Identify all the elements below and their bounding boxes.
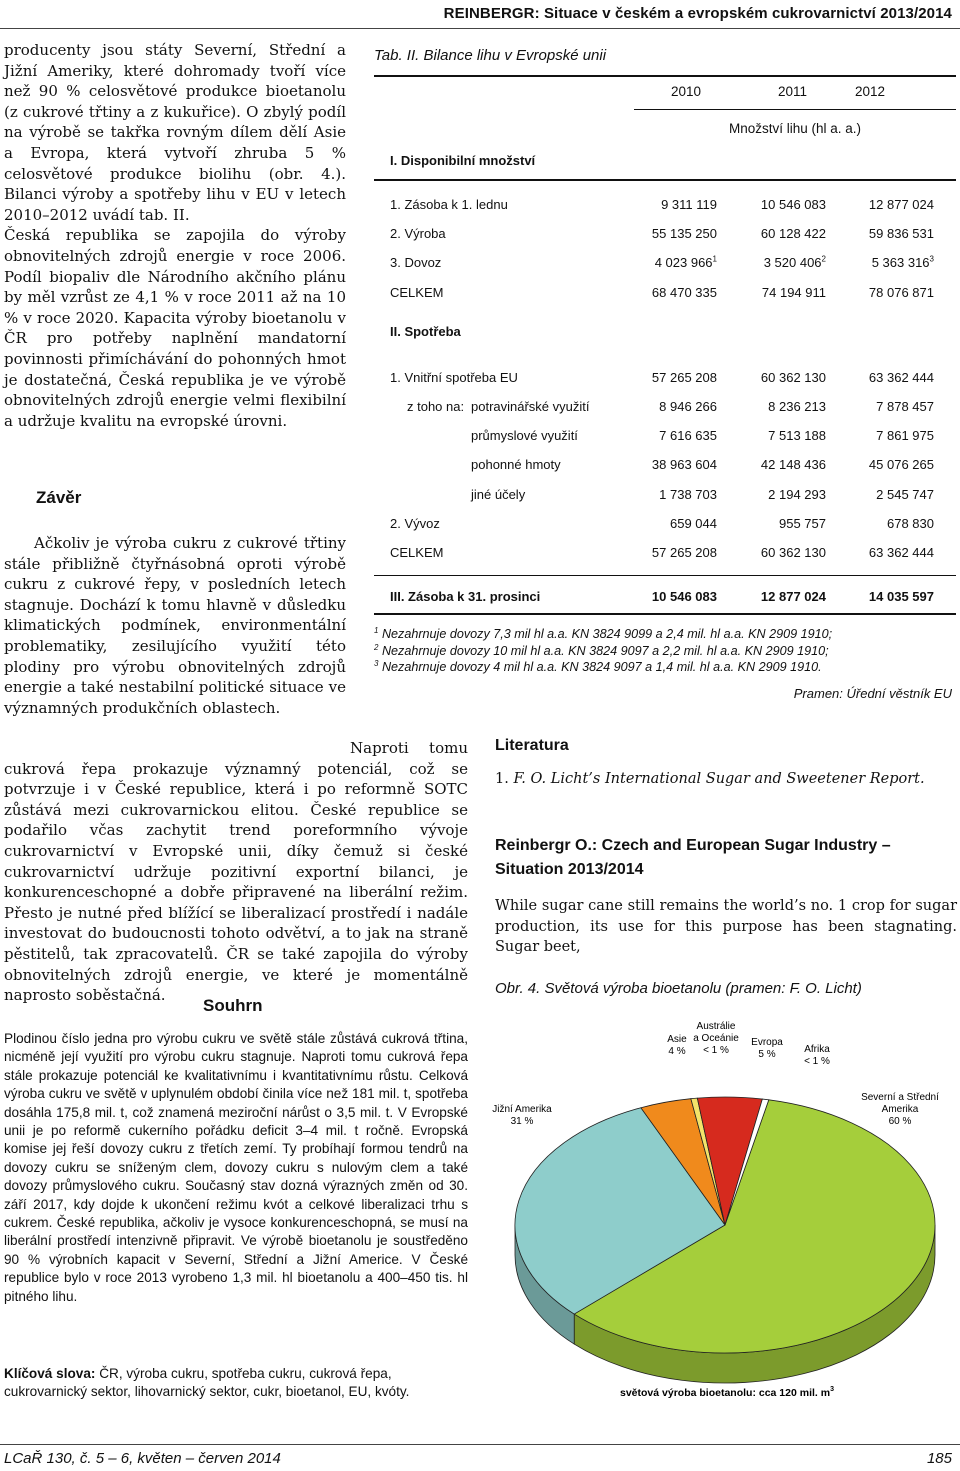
footnote-3-text: Nezahrnuje dovozy 4 mil hl a.a. KN 3824 9097 a 1,4 mil. hl a.a. KN 2909 1910. (381, 660, 822, 674)
intro-paragraph-2: Česká republika se zapojila do výroby obnovitelných zdrojů energie v roce 2006. Podíl biopaliv dle Národního akčního plánu by měl vzrůst ze 4,1 % v roce 2011 až na 10 % v roce 2020. Kapacita výroby bioetanolu v ČR pro potřeby naplnění mandatorní povinnosti přimíchávání do pohonných hmot je dostatečná, Česká republika je ve výrobě obnovitelných zdrojů energie velmi flexibilní a udržuje kvalitu na evropské úrovni. (4, 226, 346, 430)
footnote-mark: 2 (821, 254, 826, 264)
table-cell (824, 197, 934, 212)
table-cell: 2 194 293 (768, 487, 826, 502)
figure-title: Obr. 4. Světová výroba bioetanolu (pramen: F. O. Licht) (495, 980, 862, 997)
table-cell: 60 362 130 (760, 370, 826, 385)
row-label: pohonné hmoty (471, 457, 561, 472)
footnote-1-mark: 1 (374, 625, 379, 635)
table-rule-header (374, 179, 956, 181)
cell-value: 9 311 119 (661, 197, 717, 212)
keywords (4, 1365, 468, 1402)
table-cell: 8 946 266 (659, 399, 717, 414)
table-cell: 38 963 604 (651, 457, 717, 472)
table-rule-before-total (374, 575, 956, 576)
literature-item (495, 771, 925, 787)
pie-label-line: Severní a Střední (861, 1092, 939, 1103)
table-cell: 42 148 436 (760, 457, 826, 472)
table-footnotes (374, 626, 832, 676)
conclusion-text-part1 (4, 533, 346, 718)
cell-value: 5 363 316 (871, 255, 930, 270)
summary-heading: Souhrn (203, 996, 263, 1015)
table-cell (716, 255, 826, 270)
chart-caption (620, 1386, 834, 1399)
table-cell: 45 076 265 (868, 457, 934, 472)
literature-item-title: F. O. Licht’s International Sugar and Sweetener Report. (513, 771, 925, 787)
cell-value: 12 877 024 (868, 197, 934, 212)
pie-label-line: 31 % (510, 1116, 534, 1127)
english-abstract: While sugar cane still remains the world’s no. 1 crop for sugar production, its use for this purpose has been stagnating. Sugar beet, (495, 898, 957, 955)
row-label: jiné účely (471, 487, 526, 502)
table-rule-top (374, 75, 956, 77)
cell-value: 4 023 966 (654, 255, 713, 270)
table-cell (716, 285, 826, 300)
cell-value: 10 546 083 (760, 197, 826, 212)
pie-label-line: 4 % (668, 1046, 686, 1057)
intro-paragraph-1: producenty jsou státy Severní, Střední a Jižní Ameriky, které dohromady tvoří více než 90 % celosvětové produkce bioetanolu (z cukrové třtiny a z kukuřice). O zbylý podíl na výrobě se takřka rovným dílem dělí Asie a Evropa, která vytvoří zhruba 5 % celosvětové produkce biolihu (obr. 4.). Bilanci výroby a spotřeby lihu v EU v letech 2010–2012 uvádí tab. II. (4, 41, 346, 224)
table-source: Pramen: Úřední věstník EU (793, 686, 952, 701)
closing-stock-2012: 14 035 597 (868, 589, 934, 604)
header-divider (0, 28, 960, 29)
table-cell (607, 255, 717, 270)
pie-label (751, 1037, 783, 1060)
section-available: I. Disponibilní množství (390, 153, 536, 168)
chart-caption-superscript: 3 (830, 1386, 834, 1393)
table-cell (716, 226, 826, 241)
year-2011: 2011 (778, 84, 808, 99)
table-cell: 7 861 975 (876, 428, 934, 443)
conclusion-text-part2 (4, 738, 468, 1006)
table-cell: 60 362 130 (760, 545, 826, 560)
table-cell (824, 226, 934, 241)
table-cell (607, 197, 717, 212)
cell-value: 74 194 911 (761, 285, 826, 300)
table-cell (716, 197, 826, 212)
conclusion-heading: Závěr (36, 488, 82, 507)
keywords-list: ČR, výroba cukru, spotřeba cukru, cukrová řepa, cukrovarnický sektor, lihovarnický sektor, cukr, bioetanol, EU, kvóty. (4, 1366, 410, 1400)
table-title: Tab. II. Bilance lihu v Evropské unii (374, 47, 607, 64)
footnote-mark: 1 (712, 254, 717, 264)
table-cell (607, 285, 717, 300)
table-cell: 2 545 747 (876, 487, 934, 502)
footnote-2-text: Nezahrnuje dovozy 10 mil hl a.a. KN 3824 9097 a 2,2 mil. hl a.a. KN 2909 1910; (381, 643, 829, 658)
footnote-mark: 3 (929, 254, 934, 264)
pie-label-line: a Oceánie (693, 1033, 739, 1044)
footnote-2-mark: 2 (374, 642, 379, 652)
pie-label-line: Evropa (751, 1037, 783, 1048)
table-cell: 7 513 188 (768, 428, 826, 443)
row-prefix: z toho na: (407, 399, 465, 414)
english-title: Reinbergr O.: Czech and European Sugar Industry – Situation 2013/2014 (495, 837, 891, 878)
cell-value: 68 470 335 (651, 285, 717, 300)
summary-text: Plodinou číslo jedna pro výrobu cukru ve světě stále zůstává cukrová třtina, nicméně její využití pro výrobu cukru stagnuje. Naproti tomu cukrová řepa stále prokazuje potenciál ke kvalitativnímu i kvantitativnímu růstu. Celková výroba cukru ve světě v uplynulém období činila více než 181 mil. t, spotřeba dosáhla 175,8 mil. t, což znamená meziroční nárůst o 3,5 mil. t. V Evropské unii je po reformě cukerního pořádku deficit 3–4 mil. t ročně. Evropská komise jej řeší dovozy cukru z třetích zemí. Ty probíhají formou tendrů na dovozy cukru se sníženým clem, dovozy cukru s nulovým clem a také dovozy průmyslového cukru. Současný stav dozná výrazných změn od 30. září 2017, kdy dojde k ukončení režimu kvót a celkové liberalizaci trhu s cukrem. České republika, ačkoliv je vysoce konkurenceschopná, se musí na liberální prostředí intenzivně připravit. Ve výrobě bioetanolu je soustředěno 90 % výrobních kapacit v Severní, Střední a Jižní Americe. V České republice bylo v roce 2013 vyrobeno 1,3 mil. hl bioetanolu a 400–450 tis. hl pitného lihu. (4, 1031, 468, 1304)
pie-label-line: Amerika (881, 1104, 919, 1115)
pie-label-line: 5 % (758, 1049, 776, 1060)
cell-value: 78 076 871 (868, 285, 934, 300)
year-2010: 2010 (671, 84, 702, 99)
table-cell: 7 878 457 (876, 399, 934, 414)
pie-label-line: Austrálie (696, 1021, 736, 1032)
row-label: průmyslové využití (471, 428, 578, 443)
table-cell (607, 226, 717, 241)
pie-label-line: Afrika (804, 1044, 830, 1055)
pie-label-line: < 1 % (804, 1056, 830, 1067)
table-cell: 57 265 208 (651, 545, 717, 560)
closing-stock-label: III. Zásoba k 31. prosinci (390, 589, 541, 604)
chart-caption-text: světová výroba bioetanolu: cca 120 mil. m (620, 1387, 831, 1399)
table-cell: 63 362 444 (868, 545, 934, 560)
literature-heading: Literatura (495, 737, 569, 754)
section-consumption: II. Spotřeba (390, 324, 461, 339)
cell-value: 59 836 531 (868, 226, 934, 241)
closing-stock-2010: 10 546 083 (651, 589, 717, 604)
page-number: 185 (926, 1450, 952, 1467)
pie-label-line: < 1 % (703, 1045, 729, 1056)
footnote-3 (374, 659, 832, 676)
running-header: REINBERGR: Situace v českém a evropském cukrovarnictví 2013/2014 (443, 5, 952, 22)
conclusion-paragraph-1: Ačkoliv je výroba cukru z cukrové třtiny stále přibližně čtyřnásobná oproti výrobě cukru z cukrové řepy, v posledních letech stagnuje. Dochází k tomu hlavně v důsledku klimatických podmínek, environmentální problematiky, zesilujícího využití této plodiny pro výrobu obnovitelných zdrojů energie a také nestabilní politické situace ve významných produkčních oblastech. (4, 534, 346, 717)
journal-citation: LCaŘ 130, č. 5 – 6, květen – červen 2014 (4, 1450, 281, 1467)
footnote-1-text: Nezahrnuje dovozy 7,3 mil hl a.a. KN 3824 9099 a 2,4 mil. hl a.a. KN 2909 1910; (381, 627, 833, 641)
table-rule-bottom (374, 613, 956, 615)
footer-divider (0, 1444, 960, 1445)
row-label: 2. Vývoz (390, 516, 440, 531)
pie-label-line: 60 % (888, 1116, 912, 1127)
table-cell: 955 757 (779, 516, 826, 531)
pie-label (861, 1092, 939, 1127)
pie-label (693, 1021, 739, 1056)
table-rule-years (634, 109, 956, 110)
conclusion-paragraph-2: Naproti tomu cukrová řepa prokazuje významný potenciál, což se potvrzuje i v České republice, která i po reformně SOTC zůstává mezi cukrovarnickou elitou. České republice se podařilo včas zachytit trend poreformního vývoje cukrovarnictví v Evropské unii, díky čemuž si české cukrovarnictví udržuje pozitivní exportní bilanci, je konkurenceschopné a dobře připravené na liberální režim. Přesto je nutné před blížící se liberalizací prostředí i nadále investovat do budoucnosti tohoto odvětví, a to jak na straně pěstitelů, tak zpracovatelů. ČR se také zapojila do výroby obnovitelných zdrojů energie, ve které je momentálně naprosto soběstačná. (4, 739, 468, 1005)
cell-value: 60 128 422 (760, 226, 826, 241)
intro-text (4, 40, 346, 431)
table-cell: 678 830 (887, 516, 934, 531)
table-cell: 57 265 208 (651, 370, 717, 385)
footnote-3-mark: 3 (374, 658, 379, 668)
row-label: 2. Výroba (390, 226, 446, 241)
cell-value: 3 520 406 (763, 255, 822, 270)
table-cell: 1 738 703 (659, 487, 717, 502)
row-label: CELKEM (390, 545, 444, 560)
pie-chart (480, 1010, 960, 1400)
table-cell: 63 362 444 (868, 370, 934, 385)
footnote-2 (374, 643, 832, 660)
footnote-1 (374, 626, 832, 643)
pie-label (667, 1034, 687, 1057)
row-label: 1. Zásoba k 1. lednu (390, 197, 508, 212)
table-cell: 659 044 (670, 516, 717, 531)
balance-table (374, 75, 956, 615)
row-label: CELKEM (390, 285, 444, 300)
pie-label (804, 1044, 830, 1067)
table-cell: 7 616 635 (659, 428, 717, 443)
pie-label-line: Jižní Amerika (492, 1104, 552, 1115)
pie-label-line: Asie (667, 1034, 687, 1045)
literature-item-number: 1. (495, 771, 509, 787)
keywords-label: Klíčová slova: (4, 1366, 96, 1381)
year-2012: 2012 (855, 84, 886, 99)
closing-stock-2011: 12 877 024 (760, 589, 826, 604)
table-cell (821, 254, 934, 270)
table-unit: Množství lihu (hl a. a.) (729, 121, 862, 136)
row-label: 3. Dovoz (390, 255, 442, 270)
row-label: potravinářské využití (471, 399, 590, 414)
table-cell (824, 285, 934, 300)
row-label: 1. Vnitřní spotřeba EU (390, 370, 518, 385)
cell-value: 55 135 250 (651, 226, 717, 241)
table-cell: 8 236 213 (768, 399, 826, 414)
pie-label (492, 1104, 552, 1127)
